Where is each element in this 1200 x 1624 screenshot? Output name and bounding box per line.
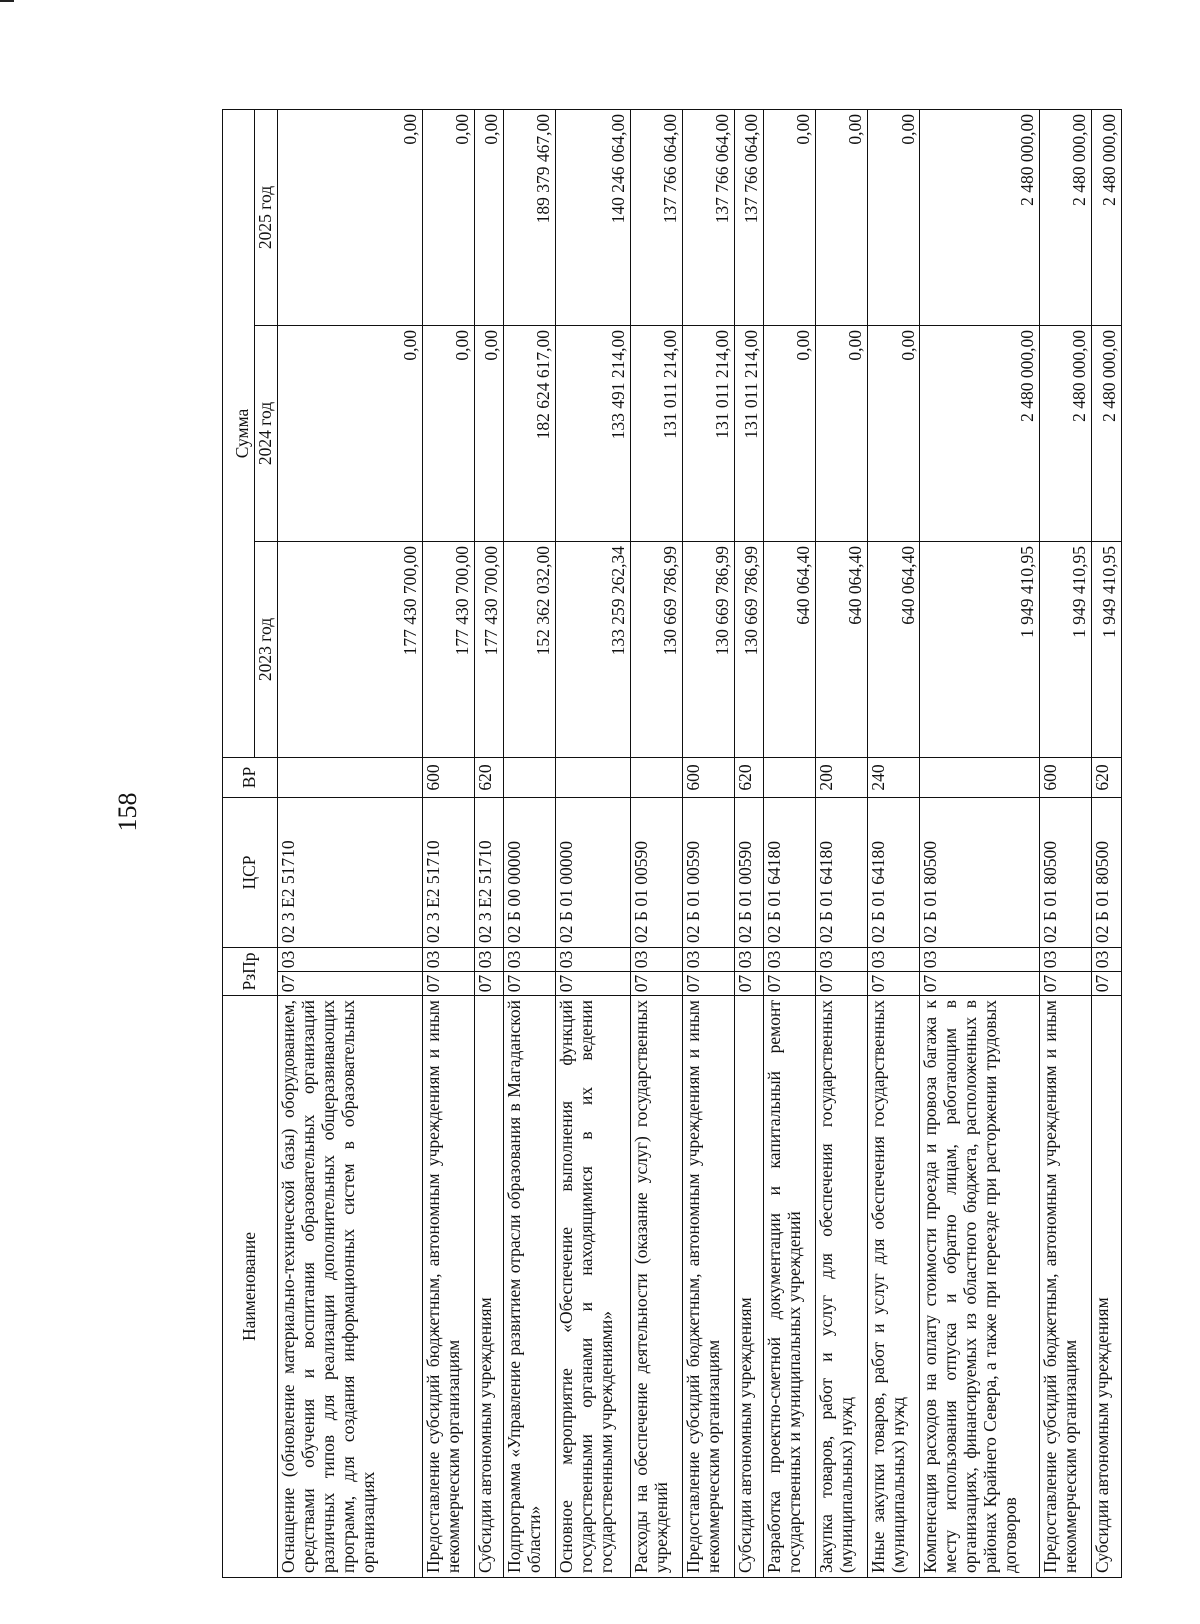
table-row [422, 109, 474, 1577]
row-2023-cell: 177 430 700,00 [422, 541, 474, 757]
row-vr-cell: 600 [1040, 757, 1092, 797]
row-csr-cell: 02 Б 01 00590 [734, 797, 763, 947]
row-2025-cell: 189 379 467,00 [504, 109, 556, 325]
row-csr-cell: 02 3 E2 51710 [277, 797, 422, 947]
row-2025-cell: 0,00 [277, 109, 422, 325]
row-vr-cell: 240 [868, 757, 920, 797]
table-row [734, 109, 763, 1577]
row-2025-cell: 137 766 064,00 [630, 109, 682, 325]
table-row [920, 109, 1040, 1577]
row-rz-cell: 07 [630, 972, 682, 996]
row-vr-cell [277, 757, 422, 797]
row-pr-cell: 03 [764, 947, 816, 971]
header-2025: 2025 год [255, 109, 278, 325]
row-2023-cell: 177 430 700,00 [277, 541, 422, 757]
row-vr-cell: 620 [1092, 757, 1122, 797]
row-2024-cell: 0,00 [277, 325, 422, 541]
row-2023-cell: 130 669 786,99 [630, 541, 682, 757]
table-row [474, 109, 503, 1577]
row-pr-cell: 03 [816, 947, 868, 971]
row-2023-cell: 640 064,40 [764, 541, 816, 757]
row-name-cell: Субсидии автономным учреждениям [1092, 996, 1122, 1578]
row-2025-cell: 0,00 [474, 109, 503, 325]
row-2024-cell: 2 480 000,00 [1092, 325, 1122, 541]
table-row [1092, 109, 1122, 1577]
header-name: Наименование [223, 996, 278, 1578]
row-2024-cell: 131 011 214,00 [734, 325, 763, 541]
header-2024: 2024 год [255, 325, 278, 541]
row-2023-cell: 1 949 410,95 [1040, 541, 1092, 757]
row-csr-cell: 02 Б 01 00000 [556, 797, 631, 947]
row-2023-cell: 1 949 410,95 [1092, 541, 1122, 757]
row-2024-cell: 0,00 [474, 325, 503, 541]
row-pr-cell: 03 [920, 947, 1040, 971]
row-2023-cell: 1 949 410,95 [920, 541, 1040, 757]
row-pr-cell: 03 [556, 947, 631, 971]
row-2025-cell: 137 766 064,00 [734, 109, 763, 325]
row-name-cell: Основное мероприятие «Обеспечение выполнения функций государственными органами и находящимися в их ведении государственными учреждениями» [556, 996, 631, 1578]
table-row [764, 109, 816, 1577]
table-row [1040, 109, 1092, 1577]
row-rz-cell: 07 [920, 972, 1040, 996]
row-2024-cell: 0,00 [816, 325, 868, 541]
row-2025-cell: 140 246 064,00 [556, 109, 631, 325]
row-vr-cell [504, 757, 556, 797]
row-2023-cell: 130 669 786,99 [682, 541, 734, 757]
rotated-table-wrapper [222, 110, 1122, 1578]
row-rz-cell: 07 [556, 972, 631, 996]
row-rz-cell: 07 [504, 972, 556, 996]
row-csr-cell: 02 Б 01 80500 [1092, 797, 1122, 947]
row-pr-cell: 03 [1040, 947, 1092, 971]
row-pr-cell: 03 [734, 947, 763, 971]
row-2024-cell: 131 011 214,00 [630, 325, 682, 541]
row-2025-cell: 137 766 064,00 [682, 109, 734, 325]
row-2024-cell: 0,00 [868, 325, 920, 541]
row-pr-cell: 03 [1092, 947, 1122, 971]
table-row [630, 109, 682, 1577]
row-2023-cell: 640 064,40 [816, 541, 868, 757]
row-rz-cell: 07 [868, 972, 920, 996]
row-csr-cell: 02 Б 01 80500 [1040, 797, 1092, 947]
row-2025-cell: 0,00 [816, 109, 868, 325]
row-csr-cell: 02 Б 01 64180 [764, 797, 816, 947]
row-name-cell: Субсидии автономным учреждениям [734, 996, 763, 1578]
row-2023-cell: 177 430 700,00 [474, 541, 503, 757]
row-csr-cell: 02 Б 01 64180 [816, 797, 868, 947]
row-2024-cell: 0,00 [764, 325, 816, 541]
row-vr-cell [630, 757, 682, 797]
row-2023-cell: 152 362 032,00 [504, 541, 556, 757]
row-rz-cell: 07 [474, 972, 503, 996]
row-csr-cell: 02 Б 01 00590 [682, 797, 734, 947]
row-name-cell: Расходы на обеспечение деятельности (оказание услуг) государственных учреждений [630, 996, 682, 1578]
header-2023: 2023 год [255, 541, 278, 757]
row-pr-cell: 03 [868, 947, 920, 971]
row-vr-cell: 200 [816, 757, 868, 797]
row-rz-cell: 07 [682, 972, 734, 996]
row-csr-cell: 02 Б 01 64180 [868, 797, 920, 947]
table-row [277, 109, 422, 1577]
row-rz-cell: 07 [277, 972, 422, 996]
row-rz-cell: 07 [816, 972, 868, 996]
row-pr-cell: 03 [277, 947, 422, 971]
row-rz-cell: 07 [764, 972, 816, 996]
row-vr-cell: 600 [682, 757, 734, 797]
row-rz-cell: 07 [734, 972, 763, 996]
row-2023-cell: 133 259 262,34 [556, 541, 631, 757]
row-name-cell: Предоставление субсидий бюджетным, автономным учреждениям и иным некоммерческим организациям [1040, 996, 1092, 1578]
row-2025-cell: 2 480 000,00 [920, 109, 1040, 325]
row-vr-cell: 620 [734, 757, 763, 797]
row-pr-cell: 03 [474, 947, 503, 971]
table-row [816, 109, 868, 1577]
row-2025-cell: 2 480 000,00 [1092, 109, 1122, 325]
row-2024-cell: 2 480 000,00 [920, 325, 1040, 541]
row-2024-cell: 131 011 214,00 [682, 325, 734, 541]
header-vr: ВР [223, 757, 278, 797]
row-csr-cell: 02 Б 00 00000 [504, 797, 556, 947]
row-pr-cell: 03 [630, 947, 682, 971]
row-2024-cell: 182 624 617,00 [504, 325, 556, 541]
row-2023-cell: 130 669 786,99 [734, 541, 763, 757]
table-row [504, 109, 556, 1577]
row-name-cell: Закупка товаров, работ и услуг для обеспечения государственных (муниципальных) нужд [816, 996, 868, 1578]
row-name-cell: Предоставление субсидий бюджетным, автономным учреждениям и иным некоммерческим организациям [682, 996, 734, 1578]
table-row [556, 109, 631, 1577]
header-rz-pr: РзПр [223, 947, 278, 995]
row-pr-cell: 03 [682, 947, 734, 971]
row-name-cell: Оснащение (обновление материально-технической базы) оборудованием, средствами обучения и воспитания образовательных организаций различных типов для реализации дополнительных общеразвивающих программ, для создания информационных систем в образовательных организациях [277, 996, 422, 1578]
row-name-cell: Субсидии автономным учреждениям [474, 996, 503, 1578]
row-rz-cell: 07 [1092, 972, 1122, 996]
page-number: 158 [113, 792, 142, 832]
row-2023-cell: 640 064,40 [868, 541, 920, 757]
row-2025-cell: 2 480 000,00 [1040, 109, 1092, 325]
row-2025-cell: 0,00 [868, 109, 920, 325]
row-name-cell: Предоставление субсидий бюджетным, автономным учреждениям и иным некоммерческим организациям [422, 996, 474, 1578]
row-csr-cell: 02 Б 01 80500 [920, 797, 1040, 947]
row-csr-cell: 02 Б 01 00590 [630, 797, 682, 947]
row-name-cell: Разработка проектно-сметной документации и капитальный ремонт государственных и муниципальных учреждений [764, 996, 816, 1578]
row-csr-cell: 02 3 E2 51710 [474, 797, 503, 947]
row-vr-cell [920, 757, 1040, 797]
row-2025-cell: 0,00 [764, 109, 816, 325]
row-2025-cell: 0,00 [422, 109, 474, 325]
budget-table [222, 109, 1122, 1578]
header-sum: Сумма [223, 109, 255, 757]
row-2024-cell: 133 491 214,00 [556, 325, 631, 541]
row-rz-cell: 07 [422, 972, 474, 996]
row-name-cell: Подпрограмма «Управление развитием отрасли образования в Магаданской области» [504, 996, 556, 1578]
row-pr-cell: 03 [504, 947, 556, 971]
row-vr-cell: 620 [474, 757, 503, 797]
row-2024-cell: 2 480 000,00 [1040, 325, 1092, 541]
table-row [868, 109, 920, 1577]
row-vr-cell [764, 757, 816, 797]
row-vr-cell [556, 757, 631, 797]
row-vr-cell: 600 [422, 757, 474, 797]
row-csr-cell: 02 3 E2 51710 [422, 797, 474, 947]
row-pr-cell: 03 [422, 947, 474, 971]
table-row [682, 109, 734, 1577]
row-rz-cell: 07 [1040, 972, 1092, 996]
row-name-cell: Иные закупки товаров, работ и услуг для обеспечения государственных (муниципальных) нужд [868, 996, 920, 1578]
scan-edge-mark [0, 0, 14, 2]
row-name-cell: Компенсация расходов на оплату стоимости проезда и провоза багажа к месту использования отпуска и обратно лицам, работающим в организациях, финансируемых из областного бюджета, расположенных в районах Крайнего Севера, а также при переезде при расторжении трудовых договоров [920, 996, 1040, 1578]
header-csr: ЦСР [223, 797, 278, 947]
row-2024-cell: 0,00 [422, 325, 474, 541]
